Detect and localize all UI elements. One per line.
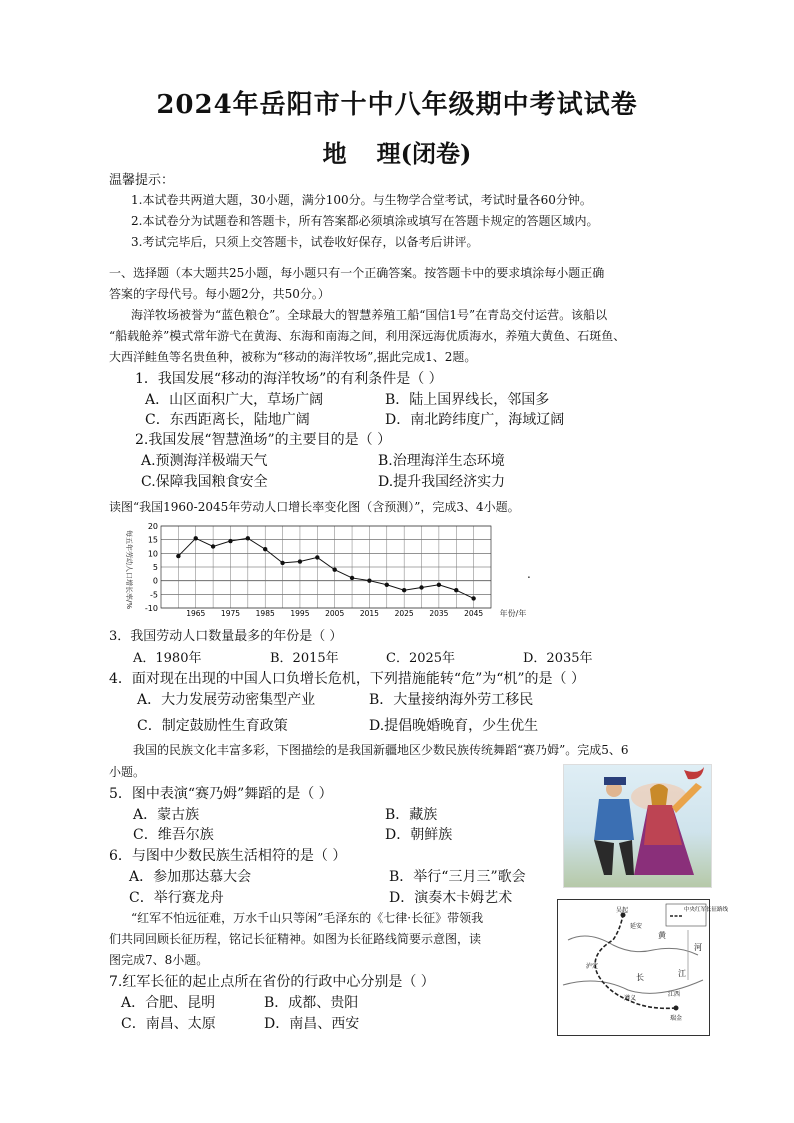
q4-option-a[interactable]: A．大力发展劳动密集型产业 <box>137 692 316 708</box>
tips-heading: 温馨提示： <box>109 173 175 188</box>
chart-ytick-label: -10 <box>144 604 158 613</box>
chart-ylabel: 每五年劳动人口增长率/% <box>125 530 133 610</box>
chart-ytick-label: 0 <box>152 576 158 586</box>
exam-subtitle <box>0 134 794 169</box>
q2-option-a[interactable]: A.预测海洋极端天气 <box>141 453 268 469</box>
labor-growth-chart <box>113 520 533 620</box>
subject-char-1: 地 <box>322 139 347 168</box>
chart-data-point <box>315 555 319 559</box>
q5-option-d[interactable]: D．朝鲜族 <box>385 827 453 843</box>
passage1-line1: 海洋牧场被誉为“蓝色粮仓”。全球最大的智慧养殖工船“国信1号”在青岛交付运营。该船以 <box>131 308 608 322</box>
chart-data-point <box>280 561 284 565</box>
q2-stem: 2.我国发展“智慧渔场”的主要目的是（ ） <box>135 432 392 448</box>
q7-stem: 7.红军长征的起止点所在省份的行政中心分别是（ ） <box>109 974 435 990</box>
q2-option-b[interactable]: B.治理海洋生态环境 <box>378 453 505 469</box>
chart-data-point <box>211 544 215 548</box>
chart-data-point <box>176 554 180 558</box>
q6-option-b[interactable]: B．举行“三月三”歌会 <box>389 869 526 885</box>
q7-option-a[interactable]: A．合肥、昆明 <box>121 995 216 1011</box>
tip-item-3: 3.考试完毕后，只须上交答题卡，试卷收好保存，以备考后讲评。 <box>131 235 479 249</box>
passage2-line2: 小题。 <box>109 765 146 779</box>
chart-xtick-label: 1995 <box>290 609 310 618</box>
chart-data-point <box>350 576 354 580</box>
q4-option-d[interactable]: D.提倡晚婚晚育，少生优生 <box>369 718 539 734</box>
chart-xtick-label: 2005 <box>325 609 345 618</box>
q2-option-d[interactable]: D.提升我国经济实力 <box>378 474 506 490</box>
chart-xlabel: 年份/年 <box>499 609 527 618</box>
tip-item-2: 2.本试卷分为试题卷和答题卡，所有答案都必须填涂或填写在答题卡规定的答题区域内。 <box>131 214 599 228</box>
chart-intro: 读图“我国1960-2045年劳动人口增长率变化图（含预测）”，完成3、4小题。 <box>109 500 520 514</box>
chart-xtick-label: 2015 <box>359 609 379 618</box>
map-label-jiang: 江 <box>678 969 686 978</box>
q3-option-b[interactable]: B．2015年 <box>270 651 339 666</box>
chart-data-point <box>454 588 458 592</box>
exam-title: 2024年岳阳市十中八年级期中考试试卷 <box>156 90 638 120</box>
q5-option-b[interactable]: B．藏族 <box>385 807 438 823</box>
map-label-wuqi: 吴起 <box>616 907 629 914</box>
q1-option-d[interactable]: D．南北跨纬度广，海域辽阔 <box>385 412 565 428</box>
q2-option-c[interactable]: C.保障我国粮食安全 <box>141 474 268 490</box>
q3-stem: 3．我国劳动人口数量最多的年份是（ ） <box>109 629 343 644</box>
chart-data-point <box>419 585 423 589</box>
chart-ytick-label: 20 <box>147 522 158 531</box>
chart-data-point <box>385 583 389 587</box>
q3-option-a[interactable]: A．1980年 <box>133 651 202 666</box>
q6-option-c[interactable]: C．举行赛龙舟 <box>129 890 224 906</box>
chart-series-line <box>178 538 473 598</box>
chart-ytick-label: 10 <box>147 549 158 559</box>
chart-data-point <box>367 578 371 582</box>
map-label-yanan: 延安 <box>630 923 643 930</box>
q4-option-b[interactable]: B．大量接纳海外劳工移民 <box>369 692 534 708</box>
q4-stem: 4．面对现在出现的中国人口负增长危机，下列措施能转“危”为“机”的是（ ） <box>109 671 585 687</box>
q4-option-c[interactable]: C．制定鼓励性生育政策 <box>137 718 288 734</box>
chart-xtick-label: 1965 <box>186 609 206 618</box>
chart-data-point <box>402 588 406 592</box>
chart-xtick-label: 2035 <box>429 609 449 618</box>
chart-ytick-label: 5 <box>152 563 158 572</box>
subject-char-2: 理(闭卷) <box>376 139 472 168</box>
map-label-he: 河 <box>694 943 702 952</box>
q1-option-c[interactable]: C．东西距离长，陆地广阔 <box>145 412 310 428</box>
q1-option-b[interactable]: B．陆上国界线长，邻国多 <box>385 392 550 408</box>
chart-xtick-label: 1985 <box>255 609 275 618</box>
q1-stem: 1．我国发展“移动的海洋牧场”的有利条件是（ ） <box>135 371 443 387</box>
q7-option-d[interactable]: D．南昌、西安 <box>264 1016 360 1032</box>
map-label-jiangxi: 江西 <box>668 991 681 998</box>
q5-option-a[interactable]: A．蒙古族 <box>133 807 200 823</box>
chart-xtick-label: 2025 <box>394 609 414 618</box>
q5-stem: 5．图中表演“赛乃姆”舞蹈的是（ ） <box>109 786 333 802</box>
chart-data-point <box>298 559 302 563</box>
q5-option-c[interactable]: C．维吾尔族 <box>133 827 214 843</box>
passage1-line3: 大西洋鲑鱼等名贵鱼种，被称为“移动的海洋牧场”,据此完成1、2题。 <box>109 350 477 364</box>
q7-option-c[interactable]: C．南昌、太原 <box>121 1016 216 1032</box>
map-label-huang: 黄 <box>658 931 666 940</box>
passage3-line3: 图完成7、8小题。 <box>109 953 209 967</box>
chart-data-point <box>332 568 336 572</box>
sainaimu-dance-image <box>563 764 712 888</box>
long-march-map <box>557 899 729 1036</box>
q7-option-b[interactable]: B．成都、贵阳 <box>264 995 359 1011</box>
chart-data-point <box>228 539 232 543</box>
section-heading-line2: 答案的字母代号。每小题2分，共50分。） <box>109 287 330 301</box>
passage3-line2: 们共同回顾长征历程，铭记长征精神。如图为长征路线简要示意图，读 <box>109 932 482 946</box>
chart-data-point <box>437 583 441 587</box>
chart-data-point <box>471 596 475 600</box>
q6-option-d[interactable]: D．演奏木卡姆艺术 <box>389 890 513 906</box>
passage2-line1: 我国的民族文化丰富多彩，下图描绘的是我国新疆地区少数民族传统舞蹈“赛乃姆”。完成5、6 <box>133 743 629 757</box>
section-heading-line1: 一、选择题（本大题共25小题，每小题只有一个正确答案。按答题卡中的要求填涂每小题正确 <box>109 266 605 280</box>
map-label-chang: 长 <box>636 973 644 982</box>
q1-option-a[interactable]: A．山区面积广大，草场广阔 <box>145 392 324 408</box>
q3-option-c[interactable]: C．2025年 <box>386 651 456 666</box>
map-legend: 中央红军长征路线 <box>684 907 729 913</box>
ruijin-point <box>674 1006 679 1011</box>
chart-data-point <box>194 536 198 540</box>
q6-option-a[interactable]: A．参加那达慕大会 <box>129 869 252 885</box>
passage3-line1: “红军不怕远征难，万水千山只等闲”毛泽东的《七律·长征》带领我 <box>131 911 484 925</box>
passage1-line2: “船载舱养”模式常年游弋在黄海、东海和南海之间，利用深远海优质海水，养殖大黄鱼、石斑鱼、 <box>109 329 626 343</box>
map-label-zunyi: 遵义 <box>624 995 637 1002</box>
q3-option-d[interactable]: D．2035年 <box>523 651 593 666</box>
map-label-luding: 泸定 <box>586 963 599 970</box>
chart-xtick-label: 2045 <box>464 609 484 618</box>
q6-stem: 6．与图中少数民族生活相符的是（ ） <box>109 848 347 864</box>
chart-data-point <box>263 547 267 551</box>
tip-item-1: 1.本试卷共两道大题，30小题，满分100分。与生物学合堂考试，考试时量各60分钟。 <box>131 193 592 207</box>
chart-ytick-label: 15 <box>147 535 158 545</box>
chart-ytick-label: -5 <box>150 590 158 600</box>
chart-data-point <box>246 536 250 540</box>
chart-xtick-label: 1975 <box>220 609 241 618</box>
map-label-ruijin: 瑞金 <box>670 1015 683 1022</box>
